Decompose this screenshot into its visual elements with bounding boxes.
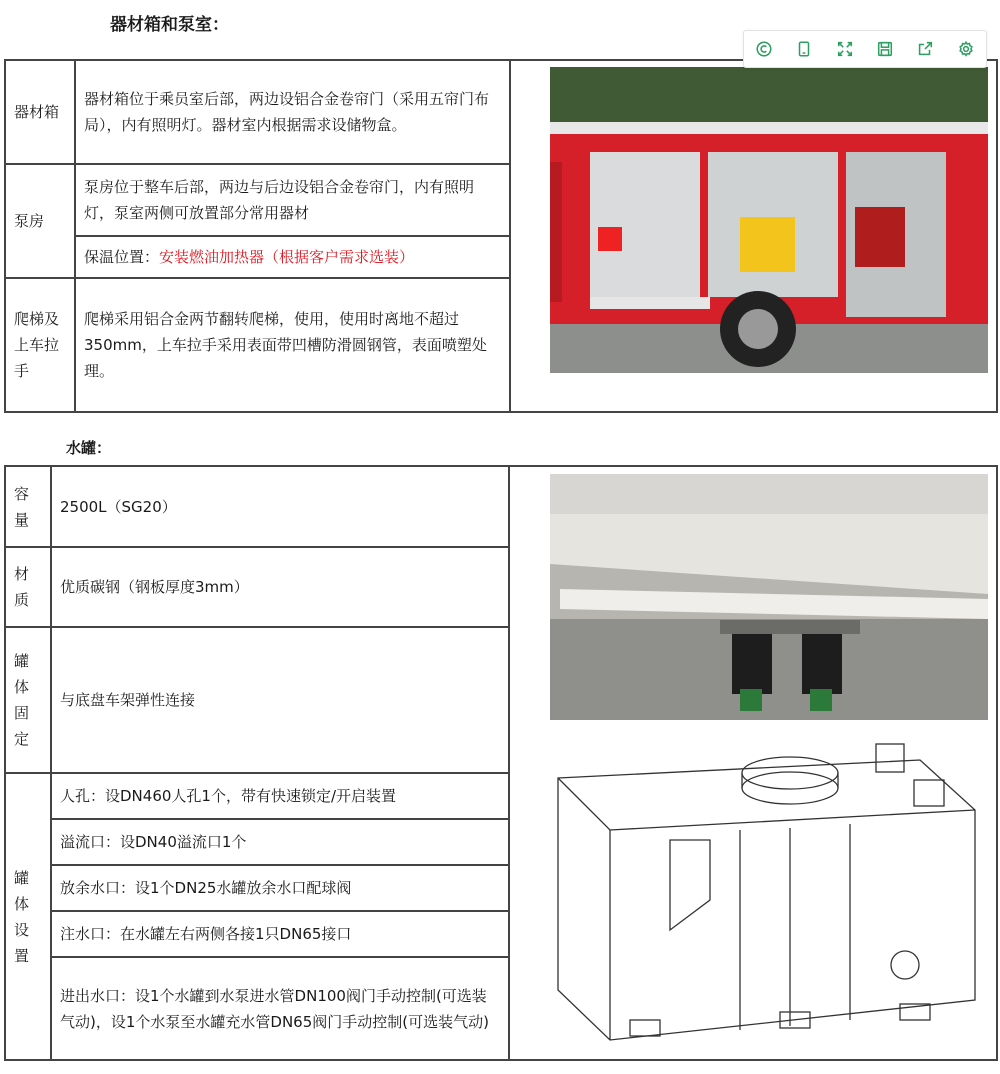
- section-title-tank: 水罐：: [66, 439, 112, 457]
- row-label: 罐体设置: [5, 773, 51, 1060]
- insulation-label: 保温位置：: [84, 248, 160, 266]
- save-icon[interactable]: [872, 36, 898, 62]
- row-value: 爬梯采用铝合金两节翻转爬梯，使用，使用时离地不超过350mm，上车拉手采用表面带凹槽防滑圆钢管，表面喷塑处理。: [75, 278, 510, 412]
- row-label: 器材箱: [5, 60, 75, 164]
- expand-icon[interactable]: [832, 36, 858, 62]
- copyright-icon[interactable]: [751, 36, 777, 62]
- fire-truck-photo: [550, 67, 988, 373]
- row-label: 泵房: [5, 164, 75, 278]
- row-label: 罐体固定: [5, 627, 51, 773]
- row-value: 溢流口：设DN40溢流口1个: [51, 819, 509, 865]
- row-value: 注水口：在水罐左右两侧各接1只DN65接口: [51, 911, 509, 957]
- floating-toolbar: [743, 30, 987, 68]
- row-label: 材质: [5, 547, 51, 627]
- insulation-value: 安装燃油加热器（根据客户需求选装）: [159, 248, 415, 266]
- row-value: 放余水口：设1个DN25水罐放余水口配球阀: [51, 865, 509, 911]
- phone-icon[interactable]: [791, 36, 817, 62]
- row-value: 优质碳钢（钢板厚度3mm）: [51, 547, 509, 627]
- tank-drawing: [550, 740, 988, 1056]
- row-value: 人孔：设DN460人孔1个，带有快速锁定/开启装置: [51, 773, 509, 819]
- row-value: 与底盘车架弹性连接: [51, 627, 509, 773]
- row-value: 泵房位于整车后部，两边与后边设铝合金卷帘门，内有照明灯，泵室两侧可放置部分常用器材: [75, 164, 510, 236]
- row-value: 进出水口：设1个水罐到水泵进水管DN100阀门手动控制(可选装气动)，设1个水泵至水罐充水管DN65阀门手动控制(可选装气动): [51, 957, 509, 1060]
- row-value: 器材箱位于乘员室后部，两边设铝合金卷帘门（采用五帘门布局），内有照明灯。器材室内根据需求设储物盒。: [75, 60, 510, 164]
- tank-mount-photo: [550, 474, 988, 720]
- section-title-equipment: 器材箱和泵室：: [110, 15, 229, 35]
- share-icon[interactable]: [912, 36, 938, 62]
- row-label: 爬梯及上车拉手: [5, 278, 75, 412]
- row-label: 容量: [5, 466, 51, 547]
- settings-icon[interactable]: [953, 36, 979, 62]
- row-value: 2500L（SG20）: [51, 466, 509, 547]
- insulation-row: [75, 236, 510, 278]
